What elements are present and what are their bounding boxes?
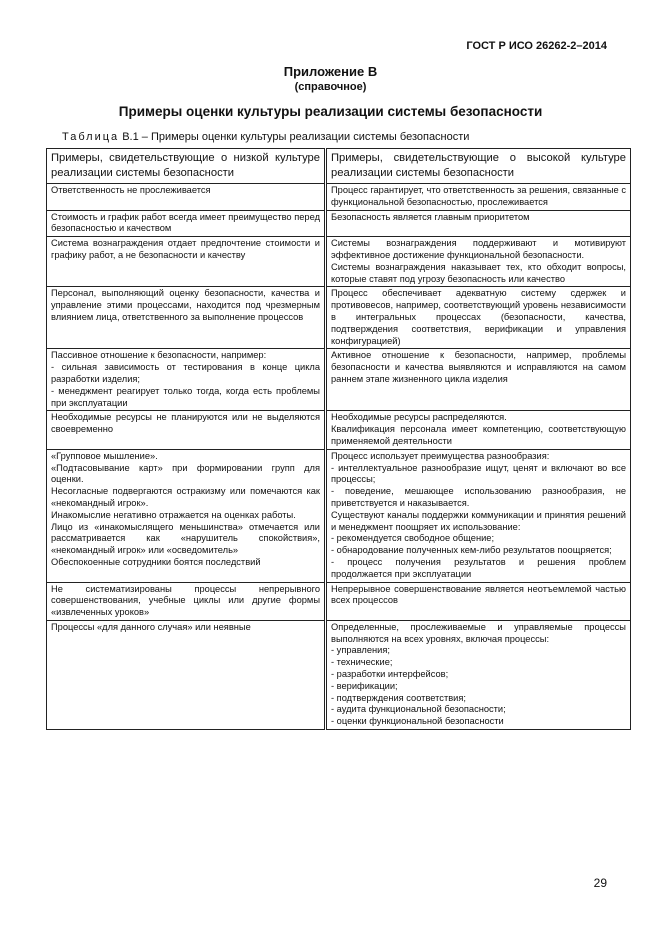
- cell-paragraph: - рекомендуется свободное общение;: [331, 533, 495, 544]
- cell-paragraph: Инакомыслие негативно отражается на оценках работы.: [51, 509, 296, 520]
- cell-paragraph: Системы вознаграждения наказывает тех, кто обходит вопросы, которые ставят под угрозу безопасность или качество: [331, 261, 626, 284]
- cell-paragraph: - интеллектуальное разнообразие ищут, ценят и включают во все процессы;: [331, 462, 626, 485]
- table-caption-text: В.1 – Примеры оценки культуры реализации системы безопасности: [119, 131, 470, 143]
- cell-paragraph: Определенные, прослеживаемые и управляемые процессы выполняются на всех уровнях, включая процессы:: [331, 621, 626, 644]
- standard-number: ГОСТ Р ИСО 26262-2–2014: [466, 40, 607, 52]
- cell-paragraph: Процесс использует преимущества разнообразия:: [331, 450, 550, 461]
- table-caption-word: Таблица: [62, 131, 120, 143]
- cell-paragraph: - технические;: [331, 657, 393, 668]
- cell-paragraph: Обеспокоенные сотрудники боятся последствий: [51, 556, 261, 567]
- cell-paragraph: Активное отношение к безопасности, например, проблемы безопасности и качества выявляются и исправляются на самом раннем этапе жизненного цикла изделия: [331, 350, 626, 384]
- low-culture-cell: [47, 184, 326, 211]
- cell-paragraph: Процессы «для данного случая» или неявные: [51, 621, 251, 632]
- cell-paragraph: - управления;: [331, 645, 390, 656]
- cell-paragraph: Квалификация персонала имеет компетенцию, соответствующую применяемой деятельности: [331, 424, 626, 446]
- table-caption: [62, 131, 469, 143]
- high-culture-cell: [326, 411, 631, 449]
- cell-paragraph: Лицо из «инакомыслящего меньшинства» отмечается или рассматривается как «нарушитель спокойствия», «некомандный игрок» или «осведомитель»: [51, 521, 320, 556]
- high-culture-cell: [326, 210, 631, 237]
- high-culture-cell: [326, 287, 631, 349]
- high-culture-cell: [326, 620, 631, 729]
- cell-paragraph: - аудита функциональной безопасности;: [331, 704, 506, 715]
- cell-paragraph: - подтверждения соответствия;: [331, 692, 466, 703]
- table-row: [47, 620, 631, 729]
- high-culture-cell: [326, 582, 631, 620]
- cell-paragraph: Персонал, выполняющий оценку безопасности, качества и управление этими процессами, находится под чрезмерным влиянием лица, ответственного за выполнение процессов: [51, 288, 320, 322]
- cell-paragraph: Безопасность является главным приоритетом: [331, 211, 530, 222]
- cell-paragraph: Непрерывное совершенствование является неотъемлемой частью всех процессов: [331, 583, 626, 606]
- cell-paragraph: Необходимые ресурсы распределяются.: [331, 412, 507, 423]
- high-culture-cell: [326, 449, 631, 582]
- high-culture-cell: [326, 349, 631, 411]
- high-culture-cell: [326, 184, 631, 211]
- cell-paragraph: Ответственность не прослеживается: [51, 185, 211, 195]
- table-row: [47, 449, 631, 582]
- cell-paragraph: Процесс обеспечивает адекватную систему сдержек и противовесов, например, соответствующий уровень независимости в интегральных процессах (безопасности, качества, подтверждения соответствия, верификации и управления конфигурацией): [331, 288, 626, 346]
- low-culture-cell: [47, 582, 326, 620]
- appendix-subtitle: (справочное): [294, 81, 367, 93]
- table-row: [47, 287, 631, 349]
- cell-paragraph: Системы вознаграждения поддерживают и мотивируют эффективное достижение функциональной безопасности.: [331, 238, 626, 260]
- page-number: 29: [593, 876, 607, 890]
- table-row: [47, 349, 631, 411]
- cell-paragraph: Процесс гарантирует, что ответственность за решения, связанные с функциональной безопасностью, прослеживается: [331, 185, 626, 207]
- cell-paragraph: «Групповое мышление».: [51, 450, 158, 461]
- appendix-title: Приложение В: [283, 64, 378, 79]
- cell-paragraph: Необходимые ресурсы не планируются или не выделяются своевременно: [51, 412, 320, 435]
- table-header-row: [47, 149, 631, 184]
- table-row: [47, 237, 631, 287]
- table-row: [47, 210, 631, 237]
- low-culture-cell: [47, 620, 326, 729]
- cell-paragraph: - процесс получения результатов и решения проблем продолжается при эксплуатации: [331, 556, 626, 579]
- table-row: [47, 184, 631, 211]
- cell-paragraph: - поведение, мешающее использованию разнообразия, не приветствуется и наказывается.: [331, 486, 626, 508]
- cell-paragraph: Система вознаграждения отдает предпочтение стоимости и графику работ, а не безопасности и качеству: [51, 238, 320, 260]
- cell-paragraph: Несогласные подвергаются остракизму или помечаются как «некомандный игрок».: [51, 486, 320, 508]
- low-culture-cell: [47, 287, 326, 349]
- cell-paragraph: Не систематизированы процессы непрерывного совершенствования, учебные циклы или другие формы «извлеченных уроков»: [51, 583, 320, 618]
- high-culture-cell: [326, 237, 631, 287]
- cell-paragraph: - разработки интерфейсов;: [331, 669, 449, 680]
- page-title: Примеры оценки культуры реализации системы безопасности: [118, 104, 543, 119]
- low-culture-cell: [47, 449, 326, 582]
- cell-paragraph: - сильная зависимость от тестирования в конце цикла разработки изделия;: [51, 362, 320, 384]
- header-high-culture: Примеры, свидетельствующие о высокой культуре реализации системы безопасности: [326, 149, 631, 184]
- cell-paragraph: - обнародование полученных кем-либо результатов поощряется;: [331, 545, 612, 556]
- cell-paragraph: «Подтасовывание карт» при формировании групп для оценки.: [51, 462, 320, 485]
- cell-paragraph: - оценки функциональной безопасности: [331, 716, 504, 727]
- low-culture-cell: [47, 411, 326, 449]
- cell-paragraph: - менеджмент реагирует только тогда, когда есть проблемы при эксплуатации: [51, 385, 320, 408]
- low-culture-cell: [47, 210, 326, 237]
- culture-table: [46, 148, 631, 730]
- cell-paragraph: Существуют каналы поддержки коммуникации и принятия решений и менеджмент поощряет их использование:: [331, 509, 626, 532]
- cell-paragraph: - верификации;: [331, 680, 398, 691]
- cell-paragraph: Пассивное отношение к безопасности, например:: [51, 350, 267, 361]
- table-row: [47, 582, 631, 620]
- cell-paragraph: Стоимость и график работ всегда имеет преимущество перед безопасностью и качеством: [51, 211, 320, 234]
- low-culture-cell: [47, 237, 326, 287]
- table-row: [47, 411, 631, 449]
- low-culture-cell: [47, 349, 326, 411]
- header-low-culture: Примеры, свидетельствующие о низкой культуре реализации системы безопасности: [47, 149, 326, 184]
